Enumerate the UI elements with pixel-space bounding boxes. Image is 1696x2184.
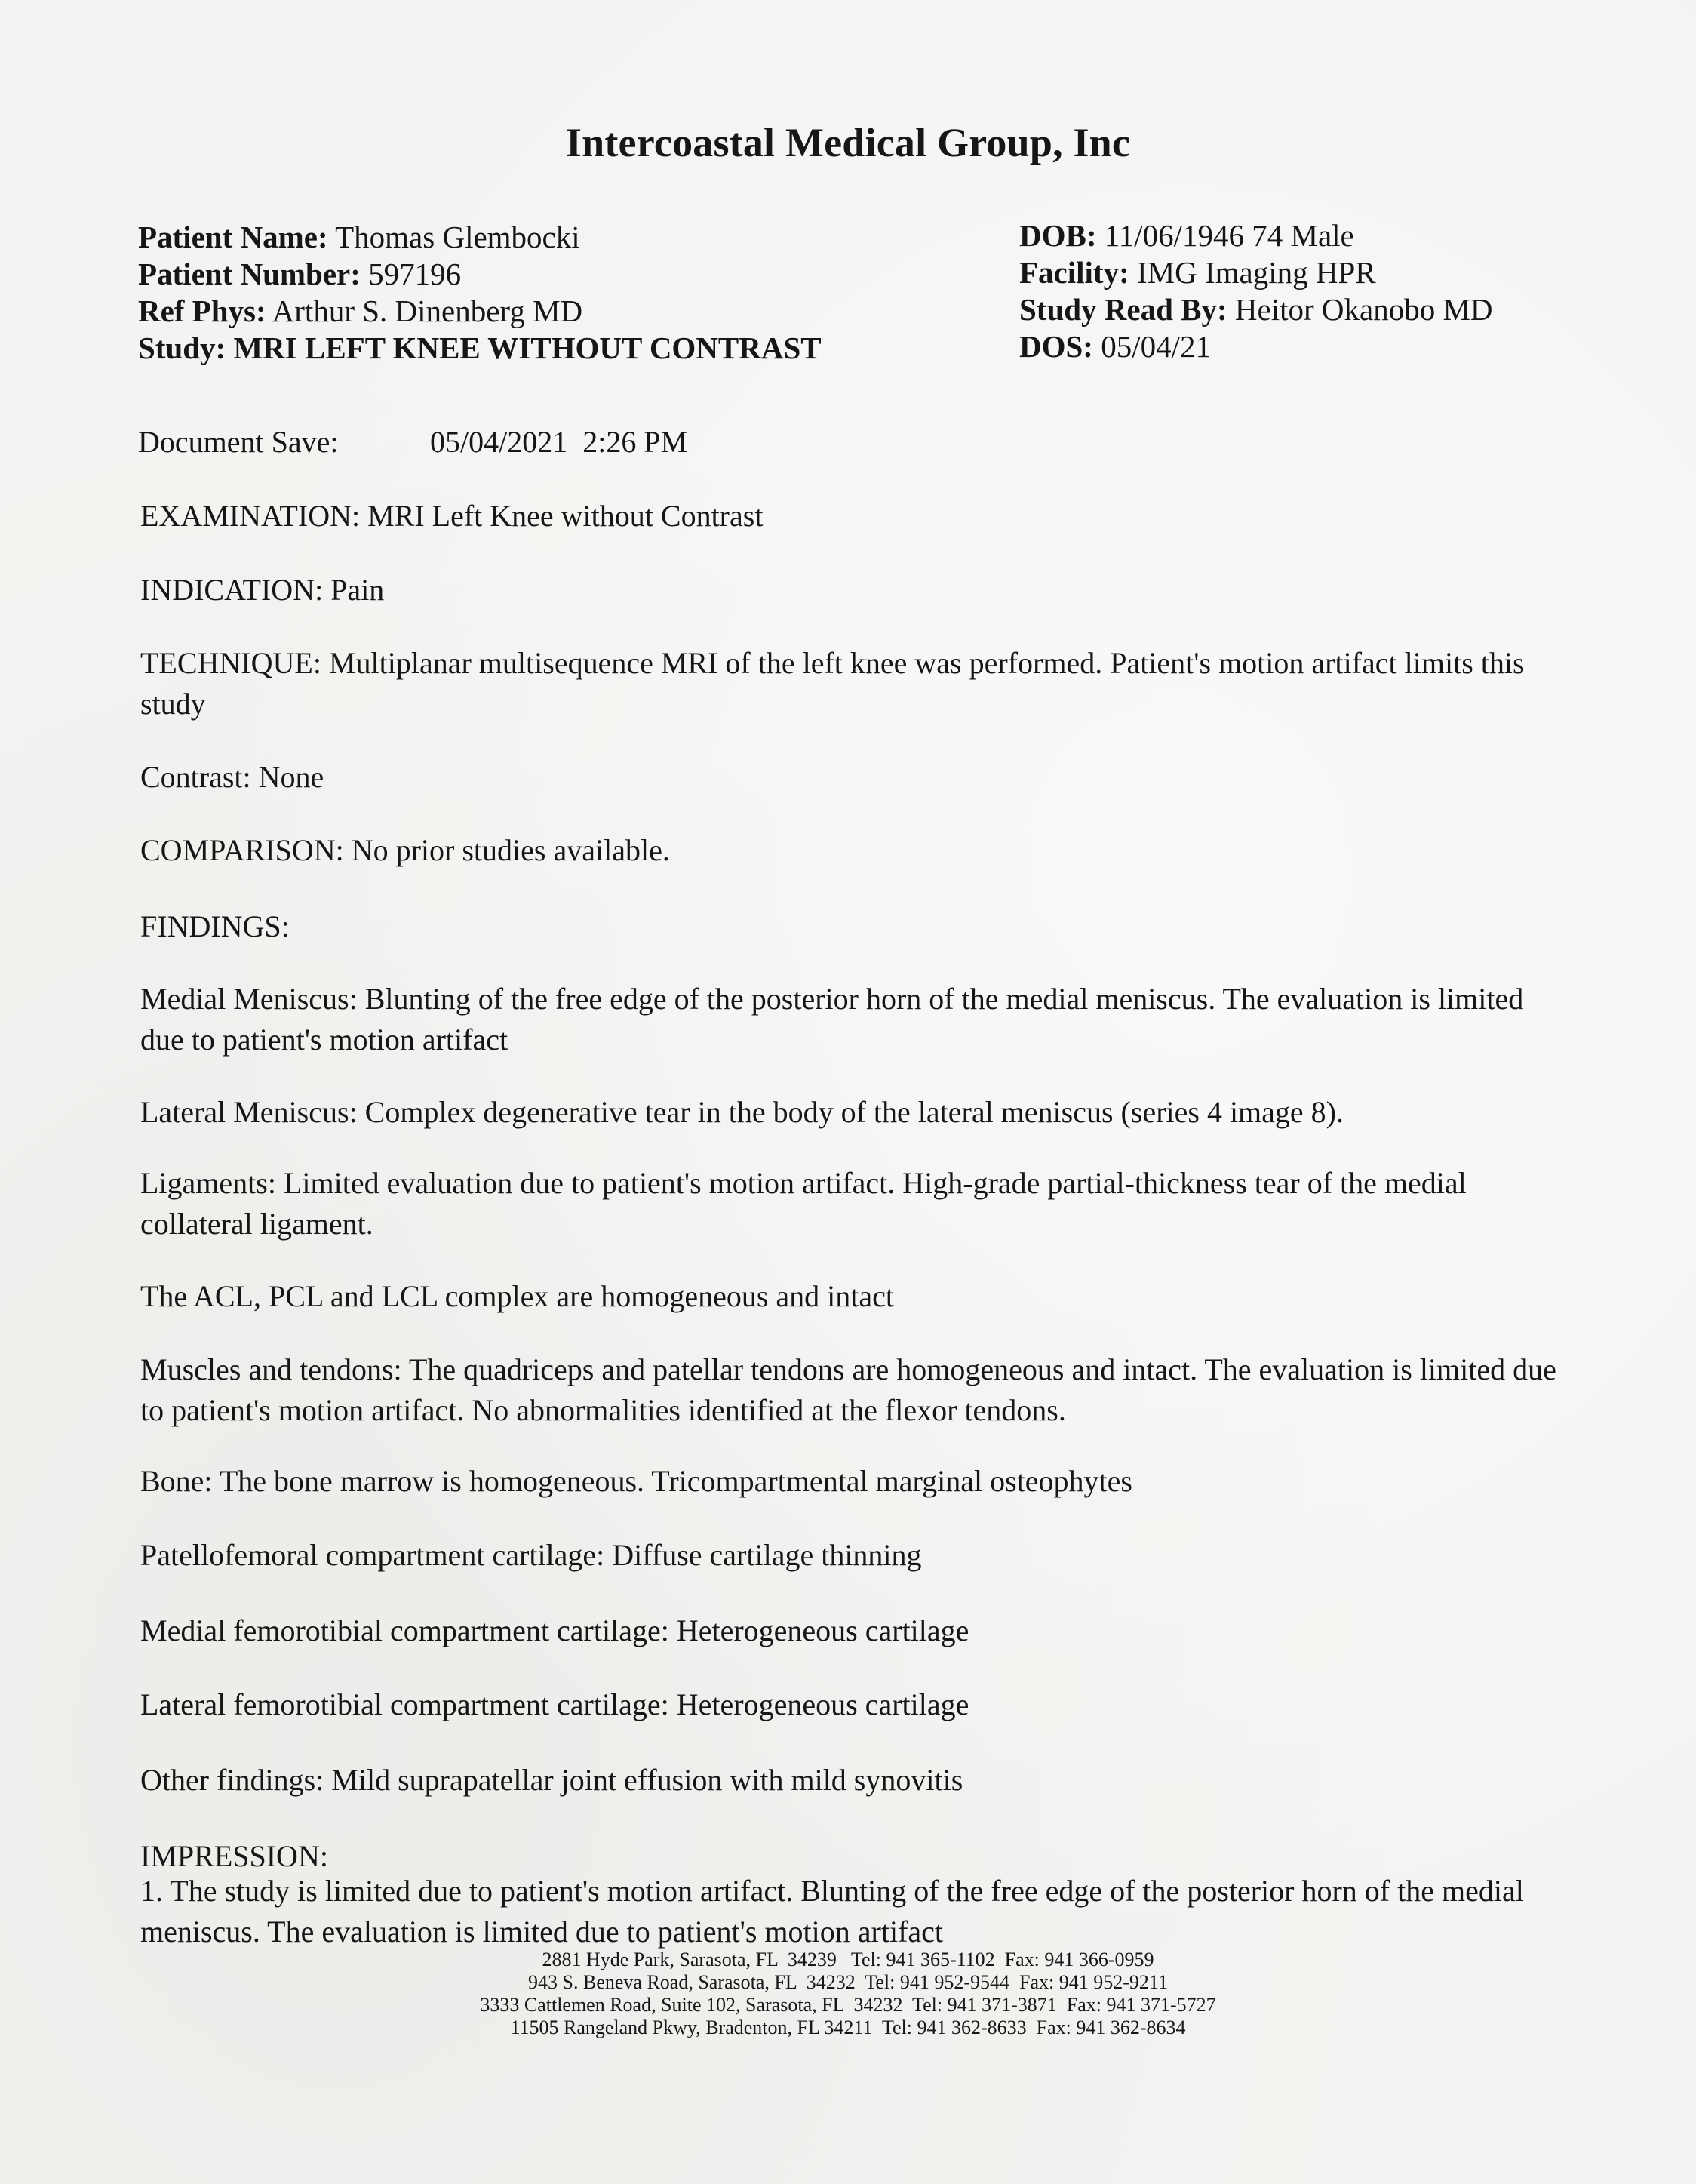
footer-address-3: 3333 Cattlemen Road, Suite 102, Sarasota, FL 34232 Tel: 941 371-3871 Fax: 941 371-5727 (480, 1994, 1216, 2016)
dos-label: DOS: (1019, 329, 1093, 364)
examination-line: EXAMINATION: MRI Left Knee without Contrast (140, 499, 764, 533)
patient-info-block (138, 219, 822, 367)
lateral-meniscus-finding: Lateral Meniscus: Complex degenerative tear in the body of the lateral meniscus (series 4 image 8). (140, 1095, 1344, 1129)
dob: 11/06/1946 74 Male (1104, 218, 1354, 253)
study-name: MRI LEFT KNEE WITHOUT CONTRAST (233, 331, 822, 365)
indication-line: INDICATION: Pain (140, 573, 385, 607)
bone-finding: Bone: The bone marrow is homogeneous. Tricompartmental marginal osteophytes (140, 1464, 1132, 1498)
dob-label: DOB: (1019, 218, 1097, 253)
patient-number-label: Patient Number: (138, 257, 361, 291)
patient-name: Thomas Glembocki (335, 220, 580, 254)
other-findings: Other findings: Mild suprapatellar joint effusion with mild synovitis (140, 1763, 963, 1797)
patient-name-label: Patient Name: (138, 220, 328, 254)
facility: IMG Imaging HPR (1136, 255, 1376, 290)
ref-phys: Arthur S. Dinenberg MD (272, 294, 583, 328)
comparison-line: COMPARISON: No prior studies available. (140, 833, 670, 867)
footer-address-1: 2881 Hyde Park, Sarasota, FL 34239 Tel: 941 365-1102 Fax: 941 366-0959 (542, 1949, 1154, 1970)
read-by-row (1019, 291, 1493, 328)
ref-phys-row (138, 293, 822, 330)
lateral-femorotibial-finding: Lateral femorotibial compartment cartilage: Heterogeneous cartilage (140, 1687, 969, 1721)
study-info-block (1019, 217, 1493, 365)
study-label: Study: (138, 331, 226, 365)
dos: 05/04/21 (1101, 329, 1212, 364)
contrast-line: Contrast: None (140, 760, 324, 794)
read-by: Heitor Okanobo MD (1234, 292, 1493, 327)
ligaments-finding: Ligaments: Limited evaluation due to patient's motion artifact. High-grade partial-thickness tear of the medial collateral ligament. (140, 1166, 1467, 1241)
footer-addresses (0, 1949, 1696, 2039)
patient-number-row (138, 256, 822, 293)
document-title: Intercoastal Medical Group, Inc (565, 120, 1131, 165)
dos-row (1019, 328, 1493, 365)
technique-paragraph: TECHNIQUE: Multiplanar multisequence MRI of the left knee was performed. Patient's motion artifact limits this study (140, 646, 1525, 721)
patient-name-row (138, 219, 822, 256)
footer-address-2: 943 S. Beneva Road, Sarasota, FL 34232 Tel: 941 952-9544 Fax: 941 952-9211 (528, 1971, 1168, 1993)
medial-femorotibial-finding: Medial femorotibial compartment cartilage: Heterogeneous cartilage (140, 1613, 969, 1647)
impression-item-1: 1. The study is limited due to patient's motion artifact. Blunting of the free edge of the posterior horn of the medial meniscus. The evaluation is limited due to patient's motion artifact (140, 1874, 1524, 1949)
document-save-value: 05/04/2021 2:26 PM (430, 425, 688, 459)
acl-pcl-lcl-finding: The ACL, PCL and LCL complex are homogeneous and intact (140, 1279, 895, 1313)
ref-phys-label: Ref Phys: (138, 294, 266, 328)
dob-row (1019, 217, 1493, 254)
patellofemoral-finding: Patellofemoral compartment cartilage: Diffuse cartilage thinning (140, 1538, 922, 1572)
muscles-tendons-finding: Muscles and tendons: The quadriceps and patellar tendons are homogeneous and intact. The evaluation is limited due to patient's motion artifact. No abnormalities identified at the flexor tendons. (140, 1352, 1556, 1427)
medial-meniscus-finding: Medial Meniscus: Blunting of the free edge of the posterior horn of the medial meniscus. The evaluation is limited due to patient's motion artifact (140, 982, 1524, 1057)
impression-heading: IMPRESSION: (140, 1839, 328, 1873)
patient-number: 597196 (368, 257, 462, 291)
facility-label: Facility: (1019, 255, 1129, 290)
facility-row (1019, 254, 1493, 291)
footer-address-4: 11505 Rangeland Pkwy, Bradenton, FL 34211 Tel: 941 362-8633 Fax: 941 362-8634 (510, 2016, 1186, 2038)
document-save-label: Document Save: (138, 425, 339, 459)
findings-heading: FINDINGS: (140, 909, 290, 943)
read-by-label: Study Read By: (1019, 292, 1227, 327)
study-row (138, 330, 822, 367)
